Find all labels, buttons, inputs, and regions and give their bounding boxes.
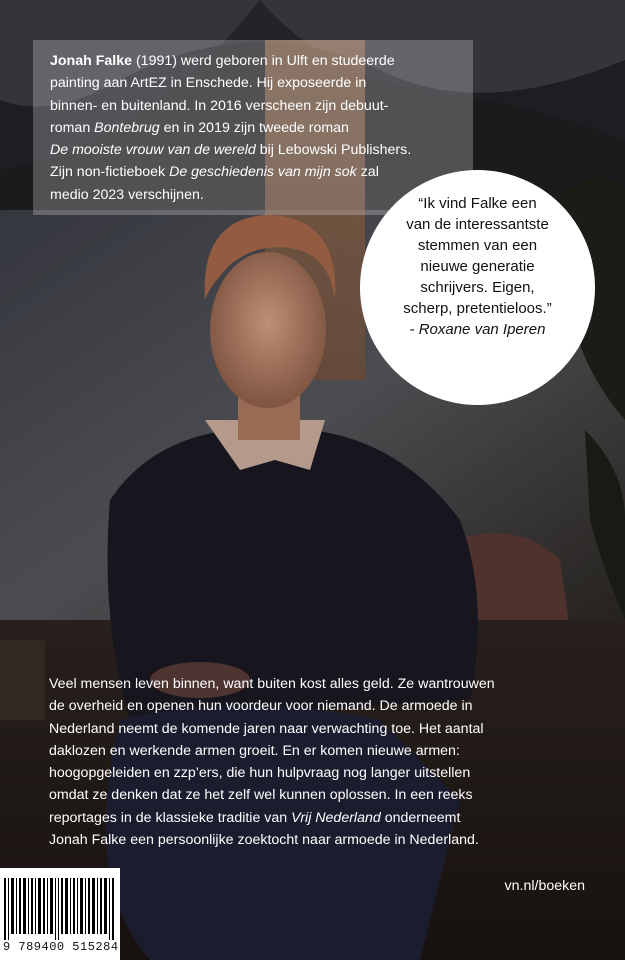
author-name: Jonah Falke [50,53,133,69]
quote-author: - Roxane van Iperen [409,321,546,338]
website-url[interactable]: vn.nl/boeken [504,878,585,894]
barcode-bars-icon [0,878,120,948]
book-title-mooiste-vrouw: De mooiste vrouw van de wereld [50,142,256,159]
book-blurb: Veel mensen leven binnen, want buiten kost alles geld. Ze wantrouwen de overheid en openen hun voordeur voor niemand. De armoede in Nederland neemt de komende jaren naar verwachting toe. Het aantal daklozen en werkende armen groeit. En er komen nieuwe armen: hoogopgeleiden en zzp’ers, die hun hulpvraag nog langer uitstellen omdat ze denken dat ze het zelf wel kunnen oplossen. In een reeks reportages in de klassieke traditie van Vrij Nederland onderneemt Jonah Falke een persoonlijke zoektocht naar armoede in Nederland. [49,676,495,849]
book-title-bontebrug: Bontebrug [94,119,160,136]
author-bio: Jonah Falke (1991) werd geboren in Ulft en studeerde painting aan ArtEZ in Enschede. Hij exposeerde in binnen- en buitenland. In 2016 verscheen zijn debuut- roman Bontebrug en in 2019 zijn tweede roman De mooiste vrouw van de wereld bij Lebowski Publishers. Zijn non-fictieboek De geschiedenis van mijn sok zal medio 2023 verschijnen. [50,53,412,203]
review-quote: “Ik vind Falke een van de interessantste stemmen van een nieuwe generatie schrijvers. Eigen, scherp, pretentieloos.” - Roxane van Iperen [365,193,590,340]
magazine-name: Vrij Nederland [291,809,381,826]
book-title-sok: De geschiedenis van mijn sok [169,164,357,181]
isbn-number: 9 789400 515284 [3,940,119,954]
